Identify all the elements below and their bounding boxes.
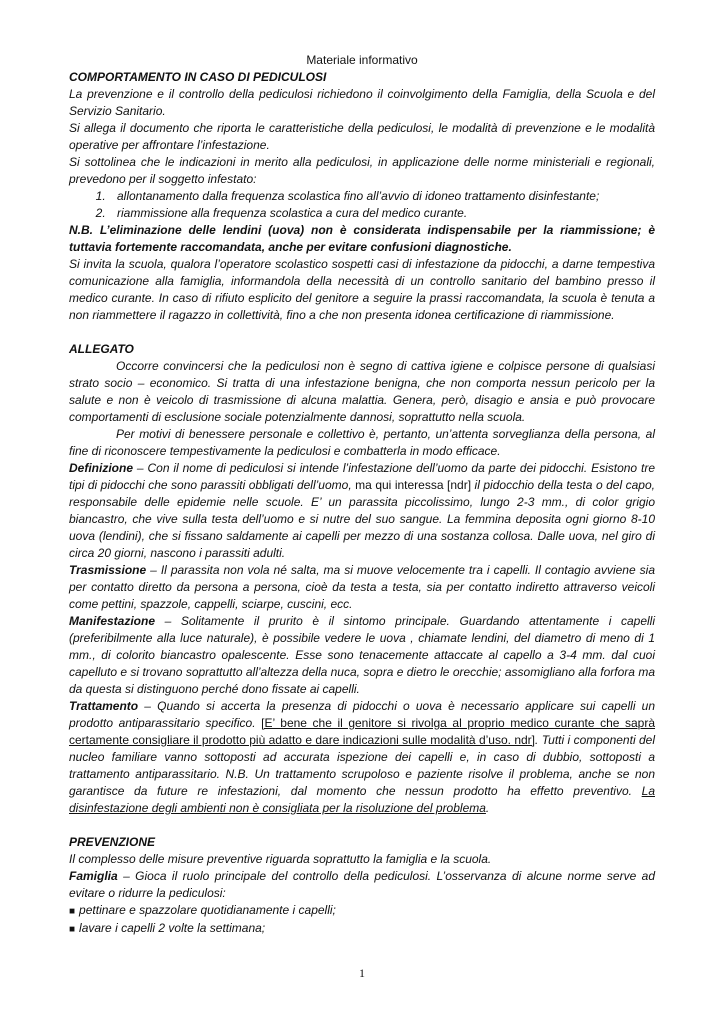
- famiglia-text: – Gioca il ruolo principale del controllo della pediculosi. L’osservanza di alcune norme serve ad evitare o ridurre la pediculosi:: [69, 869, 655, 900]
- document-page: [69, 52, 655, 938]
- manifestazione-term: Manifestazione: [69, 614, 156, 628]
- trattamento-underlined: La disinfestazione degli ambienti non è consigliata per la risoluzione del problema: [69, 784, 655, 815]
- nb-note: N.B. L’eliminazione delle lendini (uova) non è considerata indispensabile per la riammissione; è tuttavia fortemente raccomandata, anche per evitare confusioni diagnostiche.: [69, 223, 655, 254]
- infested-subject-list: [69, 188, 655, 222]
- definizione-ndr: ma qui interessa [ndr]: [355, 478, 472, 492]
- bullet-square-icon: ■: [69, 906, 76, 917]
- trattamento-term: Trattamento: [69, 699, 139, 713]
- bullet-square-icon: ■: [69, 924, 76, 935]
- definizione-term: Definizione: [69, 461, 134, 475]
- page-number: 1: [359, 966, 365, 980]
- definizione-text-2: il pidocchio della testa o del capo, responsabile delle epidemie nelle scuole. E’ un parassita piccolissimo, lungo 2-3 mm., di color grigio biancastro, che vive sulla testa dell’uomo e si nutre del suo sangue. La femmina deposita ogni giorno 8-10 uova (lendini), che si fissano saldamente ai capelli per mezzo di una sostanza collosa. Dalle uova, nel giro di circa 20 giorni, nascono i parassiti adulti.: [69, 478, 655, 560]
- prevenzione-paragraph-1: Il complesso delle misure preventive riguarda soprattutto la famiglia e la scuola.: [69, 852, 492, 866]
- manifestazione-paragraph: [69, 613, 655, 698]
- trattamento-boxed-note: [E’ bene che il genitore si rivolga al proprio medico curante che saprà certamente consigliare il prodotto più adatto e dare indicazioni sulle modalità d’uso. ndr]: [69, 716, 656, 747]
- trattamento-text-1: – Quando si accerta la presenza di pidocchi o uova è necessario applicare sui capelli un prodotto antiparassitario specifico.: [69, 699, 655, 730]
- intro-paragraph-2: Si allega il documento che riporta le caratteristiche della pediculosi, le modalità di prevenzione e le modalità operative per affrontare l’infestazione.: [69, 121, 655, 152]
- intro-paragraph-4: Si invita la scuola, qualora l’operatore scolastico sospetti casi di infestazione da pidocchi, a darne tempestiva comunicazione alla famiglia, informandola della necessità di un controllo sanitario del bambino presso il medico curante. In caso di rifiuto esplicito del genitore a seguire la prassi raccomandata, la scuola è tenuta a non riammettere il ragazzo in collettività, fino a che non presenta idonea certificazione di riammissione.: [69, 257, 655, 322]
- definizione-text-1: – Con il nome di pediculosi si intende l’infestazione dell’uomo da parte dei pidocchi. Esistono tre tipi di pidocchi che sono parassiti obbligati dell’uomo,: [69, 461, 655, 492]
- famiglia-term: Famiglia: [69, 869, 118, 883]
- allegato-paragraph-1: Occorre convincersi che la pediculosi non è segno di cattiva igiene e colpisce persone di qualsiasi strato socio – economico. Si tratta di una infestazione benigna, che non comporta nessun pericolo per la salute e non è veicolo di trasmissione di alcuna malattia. Genera, però, disagio e ansia e può provocare comportamenti di esclusione sociale potenzialmente dannosi, soprattutto nella scuola.: [69, 359, 655, 424]
- intro-paragraph-1: La prevenzione e il controllo della pediculosi richiedono il coinvolgimento della Famiglia, della Scuola e del Servizio Sanitario.: [69, 87, 655, 118]
- trasmissione-text: – Il parassita non vola né salta, ma si muove velocemente tra i capelli. Il contagio avviene sia per contatto diretto da persona a persona, cioè da testa a testa, sia per contatto indiretto attraverso veicoli come pettini, spazzole, cappelli, sciarpe, cuscini, ecc.: [69, 563, 655, 611]
- allegato-paragraph-2: Per motivi di benessere personale e collettivo è, pertanto, un’attenta sorveglianza della persona, al fine di riconoscere tempestivamente la pediculosi e combatterla in modo efficace.: [69, 427, 655, 458]
- allegato-heading: ALLEGATO: [69, 342, 134, 356]
- list-item: [69, 920, 655, 938]
- trattamento-end: .: [485, 801, 490, 815]
- trasmissione-paragraph: [69, 562, 655, 613]
- prevenzione-heading: PREVENZIONE: [69, 835, 156, 849]
- bullet-text: pettinare e spazzolare quotidianamente i capelli;: [79, 903, 336, 917]
- trattamento-text-2: . Tutti i componenti del nucleo familiare vanno sottoposti ad accurata ispezione dei capelli e, in caso di dubbio, sottoposti a trattamento antiparassitario. N.B. Un trattamento scrupoloso e paziente risolve il problema, anche se non garantisce da future re infestazioni, dal momento che nessun prodotto ha effetto preventivo.: [69, 733, 655, 798]
- list-item: 1. allontanamento dalla frequenza scolastica fino all’avvio di idoneo trattamento disinfestante;: [109, 188, 655, 205]
- bullet-text: lavare i capelli 2 volte la settimana;: [79, 921, 266, 935]
- trasmissione-term: Trasmissione: [69, 563, 147, 577]
- manifestazione-text: – Solitamente il prurito è il sintomo principale. Guardando attentamente i capelli (preferibilmente alla luce naturale), è possibile vedere le uova , chiamate lendini, del diametro di meno di 1 mm., di colorito biancastro opalescente. Esse sono tenacemente attaccate al capello a 3-4 mm. dal cuoi capelluto e si trovano soprattutto all’altezza della nuca, sopra e dietro le orecchie; assomigliano alla forfora ma da questa si distinguono perché dono fissate ai capelli.: [69, 614, 655, 696]
- famiglia-paragraph: [69, 868, 655, 902]
- definizione-paragraph: [69, 460, 655, 562]
- trattamento-paragraph: [69, 698, 655, 817]
- list-item: 2. riammissione alla frequenza scolastica a cura del medico curante.: [109, 205, 655, 222]
- intro-heading: COMPORTAMENTO IN CASO DI PEDICULOSI: [69, 70, 327, 84]
- list-item: [69, 902, 655, 920]
- intro-paragraph-3: Si sottolinea che le indicazioni in merito alla pediculosi, in applicazione delle norme ministeriali e regionali, prevedono per il soggetto infestato:: [69, 155, 655, 186]
- document-header: Materiale informativo: [306, 53, 418, 67]
